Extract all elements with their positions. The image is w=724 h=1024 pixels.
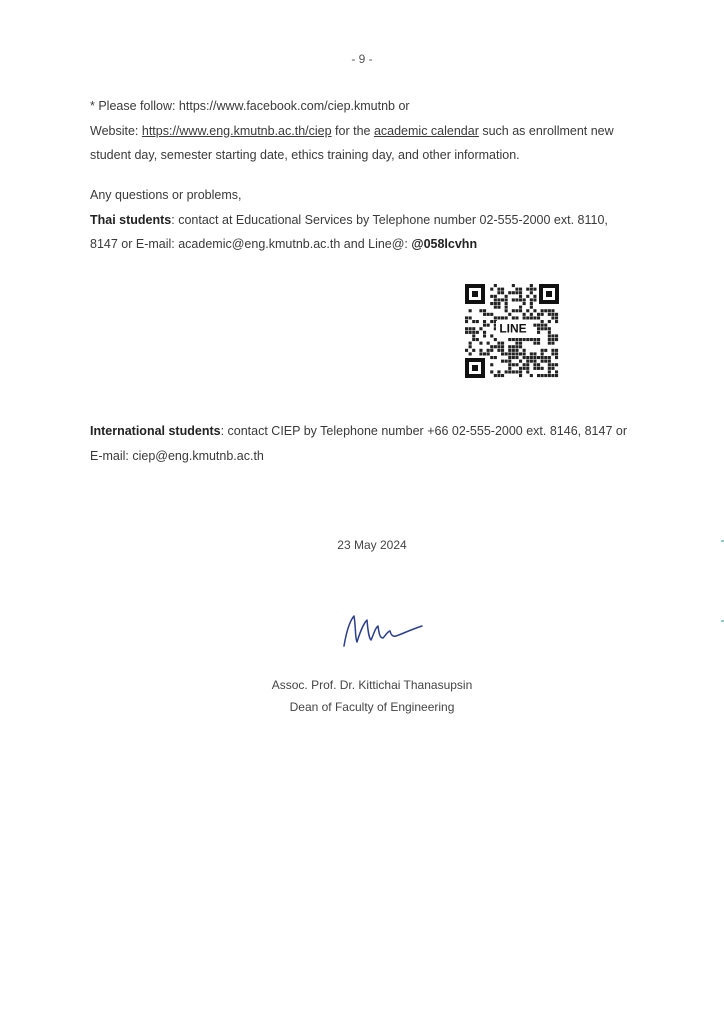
qr-module <box>512 291 515 294</box>
qr-module <box>541 309 544 312</box>
qr-module <box>469 316 472 319</box>
qr-module <box>487 324 490 327</box>
qr-module <box>523 302 526 305</box>
qr-module <box>519 352 522 355</box>
qr-module <box>494 316 497 319</box>
qr-module <box>512 352 515 355</box>
qr-module <box>526 338 529 341</box>
thai-students-line <box>90 208 690 233</box>
qr-module <box>533 352 536 355</box>
qr-module <box>505 370 508 373</box>
qr-module <box>479 349 482 352</box>
qr-module <box>512 349 515 352</box>
qr-module <box>548 313 551 316</box>
qr-module <box>551 349 554 352</box>
qr-module <box>541 349 544 352</box>
qr-module <box>497 370 500 373</box>
qr-module <box>512 309 515 312</box>
qr-module <box>515 356 518 359</box>
qr-module <box>519 288 522 291</box>
qr-module <box>526 370 529 373</box>
qr-module <box>508 345 511 348</box>
qr-module <box>530 360 533 363</box>
qr-module <box>533 316 536 319</box>
qr-module <box>483 320 486 323</box>
for-the-text: for the <box>331 123 374 138</box>
website-line <box>90 119 690 144</box>
qr-module <box>512 284 515 287</box>
qr-module <box>479 342 482 345</box>
qr-module <box>544 324 547 327</box>
qr-module <box>537 331 540 334</box>
qr-module <box>530 352 533 355</box>
qr-module <box>505 309 508 312</box>
qr-module <box>551 352 554 355</box>
qr-module <box>483 313 486 316</box>
qr-module <box>465 349 468 352</box>
qr-module <box>555 313 558 316</box>
qr-module <box>555 334 558 337</box>
questions-paragraph <box>90 183 690 257</box>
qr-module <box>548 374 551 377</box>
qr-module <box>515 363 518 366</box>
qr-module <box>505 360 508 363</box>
website-prefix: Website: <box>90 123 142 138</box>
qr-module <box>526 316 529 319</box>
qr-module <box>551 316 554 319</box>
qr-module <box>501 291 504 294</box>
qr-module <box>515 291 518 294</box>
qr-module <box>544 327 547 330</box>
qr-module <box>551 367 554 370</box>
qr-module <box>533 288 536 291</box>
qr-module <box>526 309 529 312</box>
qr-module <box>508 313 511 316</box>
qr-module <box>497 342 500 345</box>
information-line: student day, semester starting date, ethics training day, and other information. <box>90 148 520 162</box>
signer-name: Assoc. Prof. Dr. Kittichai Thanasupsin <box>271 678 473 692</box>
qr-module <box>533 356 536 359</box>
qr-module <box>537 356 540 359</box>
qr-module <box>501 374 504 377</box>
qr-module <box>508 363 511 366</box>
qr-module <box>544 360 547 363</box>
qr-module <box>523 367 526 370</box>
qr-module <box>537 374 540 377</box>
qr-module <box>490 320 493 323</box>
qr-module <box>519 291 522 294</box>
qr-module <box>533 309 536 312</box>
qr-module <box>490 334 493 337</box>
qr-module <box>469 309 472 312</box>
qr-module <box>551 313 554 316</box>
qr-module <box>533 360 536 363</box>
qr-module <box>490 345 493 348</box>
international-students-line <box>90 419 690 444</box>
qr-module <box>551 342 554 345</box>
qr-module <box>508 370 511 373</box>
qr-module <box>515 370 518 373</box>
qr-module <box>479 309 482 312</box>
qr-module <box>548 356 551 359</box>
qr-module <box>476 331 479 334</box>
qr-module <box>515 298 518 301</box>
qr-module <box>512 356 515 359</box>
qr-module <box>519 295 522 298</box>
signer-title: Dean of Faculty of Engineering <box>289 700 455 714</box>
qr-module <box>551 363 554 366</box>
qr-module <box>483 309 486 312</box>
qr-module <box>548 342 551 345</box>
qr-line-label: LINE <box>499 321 527 336</box>
qr-module <box>501 288 504 291</box>
qr-module <box>533 363 536 366</box>
qr-module <box>494 345 497 348</box>
qr-module <box>548 331 551 334</box>
qr-module <box>490 370 493 373</box>
qr-module <box>494 295 497 298</box>
qr-module <box>541 374 544 377</box>
qr-module <box>487 352 490 355</box>
qr-module <box>508 338 511 341</box>
qr-module <box>508 349 511 352</box>
qr-module <box>501 360 504 363</box>
qr-module <box>555 316 558 319</box>
qr-module <box>526 363 529 366</box>
qr-module <box>512 370 515 373</box>
qr-module <box>515 345 518 348</box>
qr-module <box>533 295 536 298</box>
page-number: - 9 - <box>351 52 373 66</box>
qr-module <box>469 345 472 348</box>
qr-module <box>523 363 526 366</box>
qr-module <box>508 367 511 370</box>
qr-module <box>519 370 522 373</box>
qr-module <box>544 356 547 359</box>
qr-module <box>544 309 547 312</box>
qr-module <box>490 349 493 352</box>
dean-signature <box>340 608 430 652</box>
qr-module <box>537 316 540 319</box>
qr-module <box>555 370 558 373</box>
qr-module <box>533 324 536 327</box>
thai-email-text: 8147 or E-mail: academic@eng.kmutnb.ac.th and Line@: <box>90 237 412 251</box>
qr-module <box>544 374 547 377</box>
qr-module <box>519 360 522 363</box>
qr-module <box>469 327 472 330</box>
qr-module <box>555 338 558 341</box>
qr-module <box>497 374 500 377</box>
international-email-line: E-mail: ciep@eng.kmutnb.ac.th <box>90 448 264 463</box>
qr-module <box>537 313 540 316</box>
qr-module <box>533 367 536 370</box>
qr-module <box>490 363 493 366</box>
qr-module <box>508 352 511 355</box>
qr-module <box>490 302 493 305</box>
qr-module <box>530 338 533 341</box>
qr-module <box>541 313 544 316</box>
qr-module <box>541 360 544 363</box>
international-students-label: International students <box>90 424 221 438</box>
international-paragraph <box>90 419 690 468</box>
qr-module <box>508 360 511 363</box>
qr-module <box>551 338 554 341</box>
qr-module <box>515 338 518 341</box>
qr-module <box>548 367 551 370</box>
qr-module <box>483 324 486 327</box>
qr-module <box>515 309 518 312</box>
qr-module <box>501 342 504 345</box>
qr-module <box>555 374 558 377</box>
qr-module <box>476 338 479 341</box>
qr-module <box>469 331 472 334</box>
qr-module <box>530 288 533 291</box>
qr-module <box>497 291 500 294</box>
qr-module <box>487 313 490 316</box>
qr-module <box>501 349 504 352</box>
questions-intro: Any questions or problems, <box>90 188 242 202</box>
qr-module <box>512 338 515 341</box>
qr-module <box>494 302 497 305</box>
qr-module <box>555 352 558 355</box>
qr-module <box>519 367 522 370</box>
qr-module <box>519 298 522 301</box>
qr-module <box>505 352 508 355</box>
qr-module <box>519 338 522 341</box>
qr-module <box>487 349 490 352</box>
qr-module <box>465 316 468 319</box>
qr-module <box>494 298 497 301</box>
line-id: @058lcvhn <box>411 237 478 251</box>
qr-module <box>501 316 504 319</box>
qr-module <box>487 342 490 345</box>
qr-module <box>526 356 529 359</box>
qr-module <box>526 367 529 370</box>
qr-module <box>548 327 551 330</box>
qr-module <box>472 334 475 337</box>
thai-students-label: Thai students <box>90 212 172 227</box>
qr-module <box>490 313 493 316</box>
qr-module <box>497 298 500 301</box>
qr-module <box>519 342 522 345</box>
qr-module <box>523 352 526 355</box>
qr-module <box>508 356 511 359</box>
qr-module <box>501 345 504 348</box>
qr-module <box>505 316 508 319</box>
qr-module <box>497 306 500 309</box>
qr-module <box>505 298 508 301</box>
qr-module <box>548 309 551 312</box>
qr-module <box>469 352 472 355</box>
qr-module <box>497 345 500 348</box>
qr-module <box>526 360 529 363</box>
qr-module <box>541 356 544 359</box>
qr-module <box>523 356 526 359</box>
thai-email-line <box>90 232 690 257</box>
qr-module <box>512 298 515 301</box>
qr-module <box>512 316 515 319</box>
qr-module <box>519 345 522 348</box>
qr-module <box>472 327 475 330</box>
qr-module <box>555 363 558 366</box>
qr-module <box>519 309 522 312</box>
qr-module <box>526 288 529 291</box>
qr-module <box>551 309 554 312</box>
qr-module <box>548 360 551 363</box>
qr-module <box>541 327 544 330</box>
qr-module <box>541 324 544 327</box>
qr-module <box>483 352 486 355</box>
qr-module <box>472 320 475 323</box>
qr-module <box>465 331 468 334</box>
qr-module <box>530 298 533 301</box>
qr-module <box>523 349 526 352</box>
qr-module <box>530 302 533 305</box>
facebook-line: * Please follow: https://www.facebook.com/ciep.kmutnb or <box>90 99 410 113</box>
line-qr-code[interactable] <box>465 284 559 378</box>
qr-module <box>515 288 518 291</box>
website-line-rest: such as enrollment new <box>478 123 614 138</box>
qr-module <box>537 327 540 330</box>
qr-module <box>505 306 508 309</box>
website-link[interactable]: https://www.eng.kmutnb.ac.th/ciep <box>141 123 332 138</box>
qr-module <box>494 284 497 287</box>
qr-module <box>512 363 515 366</box>
qr-module <box>465 327 468 330</box>
qr-module <box>548 363 551 366</box>
qr-module <box>541 320 544 323</box>
qr-module <box>526 295 529 298</box>
qr-module <box>537 363 540 366</box>
qr-module <box>530 316 533 319</box>
qr-module <box>483 331 486 334</box>
qr-module <box>494 374 497 377</box>
qr-module <box>523 316 526 319</box>
qr-module <box>505 295 508 298</box>
qr-module <box>494 356 497 359</box>
qr-module <box>555 349 558 352</box>
qr-module <box>537 367 540 370</box>
qr-module <box>530 313 533 316</box>
qr-module <box>530 284 533 287</box>
qr-module <box>541 352 544 355</box>
qr-module <box>505 302 508 305</box>
qr-module <box>548 370 551 373</box>
qr-module <box>512 345 515 348</box>
qr-module <box>530 306 533 309</box>
qr-module <box>472 349 475 352</box>
qr-module <box>490 356 493 359</box>
qr-module <box>537 338 540 341</box>
qr-module <box>530 356 533 359</box>
qr-module <box>551 334 554 337</box>
qr-module <box>533 298 536 301</box>
qr-module <box>472 331 475 334</box>
qr-module <box>541 367 544 370</box>
qr-module <box>490 295 493 298</box>
qr-module <box>537 342 540 345</box>
international-contact: : contact CIEP by Telephone number +66 02-555-2000 ext. 8146, 8147 or <box>220 424 627 438</box>
qr-module <box>515 342 518 345</box>
qr-module <box>533 338 536 341</box>
qr-module <box>515 349 518 352</box>
qr-module <box>497 349 500 352</box>
qr-module <box>544 349 547 352</box>
qr-module <box>501 352 504 355</box>
qr-module <box>476 320 479 323</box>
qr-module <box>519 306 522 309</box>
qr-module <box>469 342 472 345</box>
qr-module <box>530 291 533 294</box>
qr-module <box>523 338 526 341</box>
qr-module <box>479 352 482 355</box>
qr-module <box>515 352 518 355</box>
qr-module <box>548 338 551 341</box>
qr-module <box>490 288 493 291</box>
qr-module <box>472 338 475 341</box>
qr-module <box>497 302 500 305</box>
qr-module <box>519 374 522 377</box>
qr-module <box>515 316 518 319</box>
qr-module <box>523 313 526 316</box>
qr-module <box>555 320 558 323</box>
qr-module <box>497 288 500 291</box>
thai-students-contact: : contact at Educational Services by Telephone number 02-555-2000 ext. 8110, <box>171 212 608 227</box>
qr-module <box>537 324 540 327</box>
document-date: 23 May 2024 <box>337 538 407 552</box>
qr-module <box>548 320 551 323</box>
qr-module <box>483 334 486 337</box>
qr-module <box>479 327 482 330</box>
qr-module <box>465 320 468 323</box>
qr-module <box>523 298 526 301</box>
qr-module <box>494 306 497 309</box>
qr-module <box>530 374 533 377</box>
qr-module <box>508 291 511 294</box>
qr-module <box>533 342 536 345</box>
academic-calendar-link[interactable]: academic calendar <box>373 123 479 138</box>
qr-module <box>501 298 504 301</box>
qr-module <box>548 334 551 337</box>
qr-module <box>551 374 554 377</box>
qr-module <box>494 338 497 341</box>
qr-module <box>555 356 558 359</box>
qr-module <box>497 316 500 319</box>
follow-paragraph <box>90 94 690 168</box>
